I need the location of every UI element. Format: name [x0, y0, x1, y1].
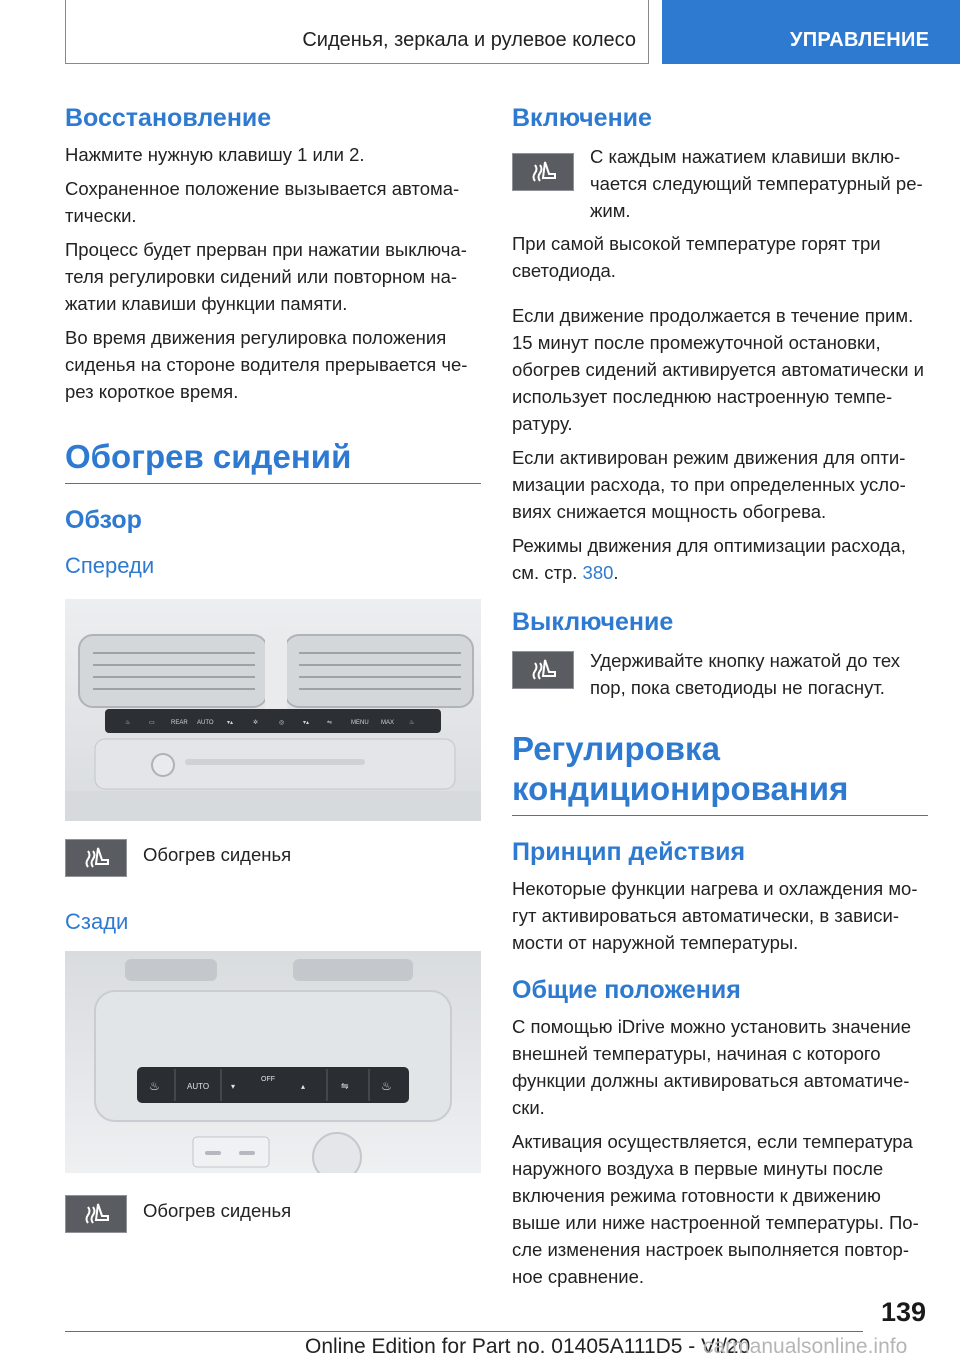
- right-column: [512, 100, 928, 1290]
- svg-text:▾▴: ▾▴: [227, 720, 234, 726]
- front-climate-panel-photo: [65, 599, 481, 821]
- restore-heading: Восстановление: [65, 104, 272, 132]
- svg-text:AUTO: AUTO: [197, 720, 214, 726]
- svg-text:REAR: REAR: [171, 720, 188, 726]
- on-heading: Включение: [512, 104, 652, 132]
- principle-heading: Принцип действия: [512, 838, 746, 866]
- general-paragraph-1: С помощью iDrive можно установить значение внешней температуры, начиная с которого функции должны активироваться автоматически.: [512, 1016, 912, 1118]
- svg-text:▾▴: ▾▴: [303, 720, 310, 726]
- svg-text:▭: ▭: [149, 720, 155, 726]
- footer-watermark: carmanualsonline.info: [703, 1335, 908, 1358]
- on-paragraph-5: [512, 532, 928, 586]
- front-heading: Спереди: [65, 553, 155, 578]
- svg-text:▴: ▴: [301, 1082, 306, 1091]
- on-paragraph-1: С каждым нажатием клавиши включается следующий температурный режим.: [590, 146, 923, 221]
- on-icon-row: [512, 143, 928, 224]
- on-paragraph-3: Если движение продолжается в течение прим. 15 минут после промежуточной остановки, обогрев сидений активируется автоматически и использует последнюю настроенную температуру.: [512, 305, 924, 434]
- climate-control-heading: Регулировка кондиционирования: [512, 729, 928, 816]
- on-paragraph-5-text: Режимы движения для оптимизации расхода, см. стр.: [512, 535, 906, 583]
- svg-text:♨: ♨: [381, 1079, 392, 1093]
- svg-text:♨: ♨: [409, 720, 415, 726]
- off-heading: Выключение: [512, 608, 674, 636]
- general-heading: Общие положения: [512, 976, 741, 1004]
- overview-heading: Обзор: [65, 506, 142, 534]
- on-paragraph-2: При самой высокой температуре горят три светодиода.: [512, 233, 881, 281]
- svg-text:▾: ▾: [231, 1082, 236, 1091]
- footer-edition: Online Edition for Part no. 01405A111D5 - VI/20: [305, 1335, 751, 1358]
- seat-heating-icon: [512, 153, 574, 191]
- svg-text:MENU: MENU: [351, 720, 369, 726]
- rear-climate-panel-photo: [65, 951, 481, 1173]
- seat-heating-icon: [65, 1195, 127, 1233]
- restore-paragraph-3: Процесс будет прерван при нажатии выключателя регулировки сидений или повторном нажатии клавиши функции памяти.: [65, 239, 467, 314]
- svg-text:♨: ♨: [149, 1079, 160, 1093]
- general-paragraph-2: Активация осуществляется, если температура наружного воздуха в первые минуты после включения режима готовности к движению выше или ниже настроенной температуры. После изменения настроек выполняется повторное сравнение.: [512, 1131, 919, 1287]
- seat-heating-icon: [512, 651, 574, 689]
- restore-paragraph-4: Во время движения регулировка положения сиденья на стороне водителя прерывается через короткое время.: [65, 327, 468, 402]
- front-seat-heating-legend: [65, 839, 481, 879]
- rear-caption: Обогрев сиденья: [143, 1200, 292, 1221]
- page-number: 139: [880, 1297, 926, 1327]
- svg-text:✲: ✲: [253, 720, 259, 726]
- svg-text:AUTO: AUTO: [187, 1082, 210, 1091]
- svg-text:♨: ♨: [125, 720, 131, 726]
- seat-heating-icon: [65, 839, 127, 877]
- restore-paragraph-1: Нажмите нужную клавишу 1 или 2.: [65, 144, 365, 165]
- seat-heating-heading: Обогрев сидений: [65, 437, 481, 484]
- left-column: [65, 100, 481, 1235]
- svg-text:◎: ◎: [279, 720, 285, 726]
- off-icon-row: [512, 647, 928, 701]
- svg-text:MAX: MAX: [381, 720, 395, 726]
- on-paragraph-4: Если активирован режим движения для оптимизации расхода, то при определенных условиях снижается мощность обогрева.: [512, 447, 906, 522]
- footer-rule: [65, 1331, 863, 1332]
- front-caption: Обогрев сиденья: [143, 844, 292, 865]
- header-section-title: Сиденья, зеркала и рулевое колесо: [302, 29, 636, 51]
- off-paragraph-1: Удерживайте кнопку нажатой до тех пор, пока светодиоды не погаснут.: [590, 650, 901, 698]
- svg-text:⇋: ⇋: [327, 720, 333, 726]
- rear-seat-heating-legend: [65, 1195, 481, 1235]
- on-paragraph-5-end: .: [613, 562, 619, 583]
- restore-paragraph-2: Сохраненное положение вызывается автоматически.: [65, 178, 460, 226]
- svg-text:⇋: ⇋: [341, 1081, 349, 1091]
- page-link-380[interactable]: 380: [582, 562, 614, 583]
- principle-paragraph-1: Некоторые функции нагрева и охлаждения могут активироваться автоматически, в зависимости от наружной температуры.: [512, 878, 918, 953]
- svg-text:OFF: OFF: [261, 1076, 275, 1083]
- rear-heading: Сзади: [65, 909, 129, 934]
- header-chapter-tab[interactable]: УПРАВЛЕНИЕ: [662, 0, 960, 64]
